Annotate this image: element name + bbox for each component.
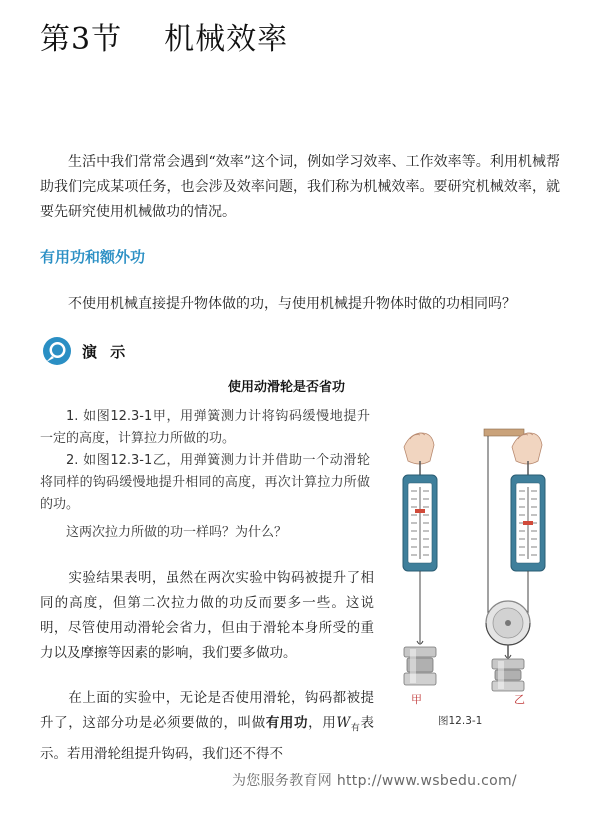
- demo-title: 使用动滑轮是否省功: [228, 380, 346, 395]
- question-paragraph: [40, 292, 560, 317]
- figure-caption: 图12.3-1: [438, 715, 483, 727]
- useful-work-term: 有用功: [265, 715, 309, 731]
- figure-12-3-1: [388, 425, 568, 725]
- figure-a-weight: [404, 647, 436, 685]
- section-heading: 有用功和额外功: [40, 248, 146, 266]
- section-number: 第3节: [40, 22, 123, 57]
- demo-question: 这两次拉力所做的功一样吗？为什么？: [66, 525, 288, 540]
- demo-step-1: 1. 如图12.3-1甲，用弹簧测力计将钩码缓慢地提升一定的高度，计算拉力所做的功。: [40, 409, 370, 446]
- question-text: 不使用机械直接提升物体做的功，与使用机械提升物体时做的功相同吗？: [68, 296, 516, 312]
- page-title: [40, 14, 288, 58]
- intro-paragraph: [40, 150, 560, 225]
- figure-b-pulley-setup: [484, 429, 545, 658]
- work-subscript: 有: [350, 723, 361, 734]
- intro-text: 生活中我们常常会遇到“效率”这个词，例如学习效率、工作效率等。利用机械帮助我们完成某项任务，也会涉及效率问题，我们称为机械效率。要研究机械效率，就要先研究使用机械做功的情况。: [40, 154, 560, 220]
- figure-a-spring-scale: [403, 433, 437, 644]
- section-name: 机械效率: [164, 22, 289, 57]
- watermark: 为您服务教育网 http://www.wsbedu.com/: [232, 773, 517, 789]
- demo-icon: [42, 336, 72, 366]
- demo-step-2: 2. 如图12.3-1乙，用弹簧测力计并借助一个动滑轮将同样的钩码缓慢地提升相同的高度，再次计算拉力所做的功。: [40, 453, 370, 512]
- figure-label-a: 甲: [411, 693, 422, 706]
- conclusion-text: 实验结果表明，虽然在两次实验中钩码被提升了相同的高度，但第二次拉力做的功反而要多一些。这说明，尽管使用动滑轮会省力，但由于滑轮本身所受的重力以及摩擦等因素的影响，我们要多做功。: [40, 570, 374, 661]
- figure-label-b: 乙: [514, 693, 525, 706]
- figure-b-weight: [492, 659, 524, 691]
- work-symbol: W: [336, 715, 351, 731]
- demo-label: 演 示: [82, 343, 130, 361]
- useful-work-paragraph: 在上面的实验中，无论是否使用滑轮，钩码都被提升了，这部分功是必须要做的，叫做有用功，用$W_有$表示。若用滑轮组提升钩码，我们还不得不: [40, 690, 375, 762]
- conclusion-paragraph: [40, 566, 374, 666]
